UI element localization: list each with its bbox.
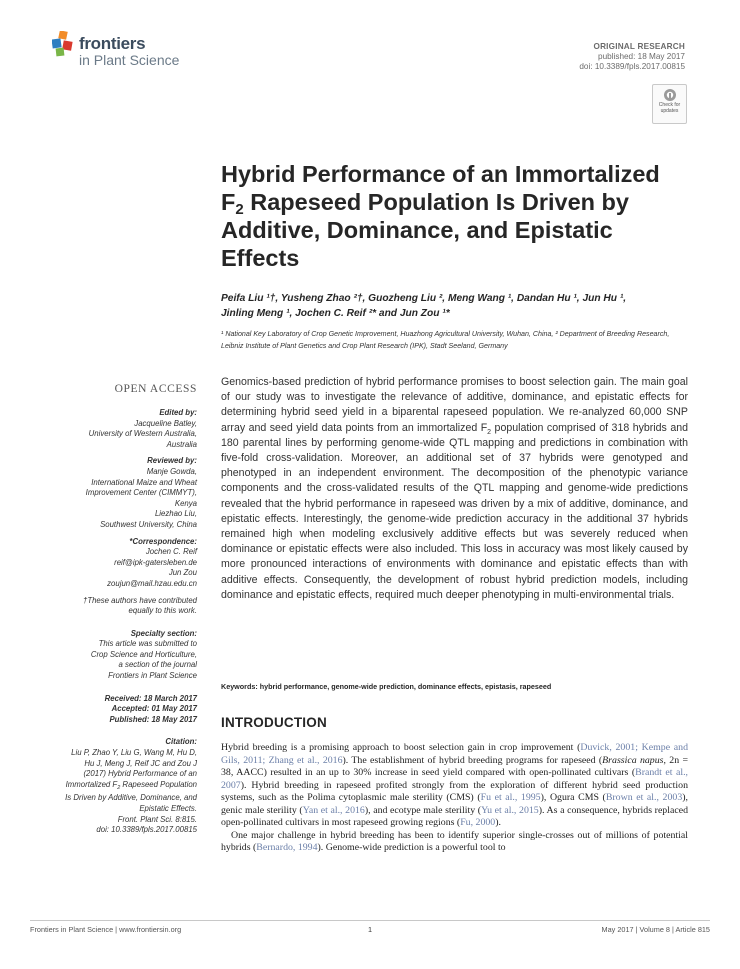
citation-link[interactable]: Yan et al., 2016 [302, 804, 365, 816]
citation-line: Epistatic Effects. [139, 804, 197, 813]
specialty-line: Frontiers in Plant Science [108, 671, 197, 681]
open-access-label: OPEN ACCESS [114, 383, 197, 395]
crossmark-icon [663, 88, 677, 102]
reviewer-line: Southwest University, China [100, 519, 197, 529]
edited-by-label: Edited by: [159, 408, 197, 417]
equal-contribution-note: equally to this work. [128, 606, 197, 616]
footer-issue-info: May 2017 | Volume 8 | Article 815 [601, 925, 710, 934]
reviewer-line: International Maize and Wheat [91, 477, 197, 487]
body-text-run: ), and ecotype male sterility ( [364, 804, 482, 816]
citation-link[interactable]: Fu, 2000 [460, 817, 496, 828]
abstract [221, 375, 688, 603]
citation-link[interactable]: Brandt et al., 2007 [221, 767, 689, 791]
received-date: Received: 18 March 2017 [104, 693, 197, 703]
author-line[interactable]: Jinling Meng ¹, Jochen C. Reif ²* and Jun Zou ¹* [221, 307, 450, 319]
body-text-run: ). As a consequence, hybrids replaced open-pollinated cultivars in most rapeseed growing regions ( [221, 804, 688, 828]
author-list [221, 292, 691, 321]
author-line[interactable]: Peifa Liu ¹†, Yusheng Zhao ²†, Guozheng Liu ², Meng Wang ¹, Dandan Hu ¹, Jun Hu ¹, [221, 293, 627, 304]
reviewer-line: Improvement Center (CIMMYT), [85, 488, 197, 498]
editor-line: University of Western Australia, [88, 429, 197, 439]
body-text-run: Hybrid breeding is a promising approach to boost selection gain in crop improvement ( [221, 742, 581, 753]
footer-journal-link[interactable]: Frontiers in Plant Science | www.frontiersin.org [30, 925, 182, 934]
editor-line[interactable]: Jacqueline Batley, [134, 418, 197, 428]
body-text-run: ). The establishment of hybrid breeding programs for rapeseed ( [342, 754, 603, 766]
journal-subtitle: in Plant Science [79, 52, 180, 68]
article-sidebar [40, 383, 197, 836]
citation-link[interactable]: Duvick, 2001; Kempe and Gils, 2011; Zhang et al., 2016 [221, 742, 688, 766]
article-type: ORIGINAL RESEARCH [593, 42, 685, 51]
page-number: 1 [368, 925, 373, 934]
correspondence-line: Jochen C. Reif [145, 547, 197, 557]
equal-contribution-note: †These authors have contributed [83, 595, 197, 605]
abstract-text: population comprised of 318 hybrids and 180 parental lines by performing genome-wide QTL mapping and predictions in combination with five-fold cross-validation. Moreover, an additional set of 37 hybrids were genotyped and phenotyped in an independent environment. The decomposition of the phenotypic variance components and the cross-validated results of the QTL mapping and genome-wide predictions revealed that the hybrid performance in rapeseed was driven by a mix of additive, dominance, and epistatic effects. Interestingly, the genome-wide prediction accuracy in the additional 37 hybrids remained high when modeling exclusively additive effects but was severely reduced when dominance or epistatic effects were also included. This loss in accuracy was most likely caused by more pronounced interactions of environments with dominance and epistatic effects than with additive effects. Consequently, the development of robust hybrid prediction models, including dominance and epistatic effects, required much deeper phenotyping in multi-environmental trials. [221, 421, 688, 601]
citation-link[interactable]: Bernardo, 1994 [256, 842, 318, 853]
citation-line: Liu P, Zhao Y, Liu G, Wang M, Hu D, [71, 748, 197, 758]
frontiers-logo-icon [52, 31, 76, 57]
reviewer-line[interactable]: Manje Gowda, [146, 466, 197, 476]
abstract-text: Genomics-based prediction of hybrid performance promises to boost selection gain. The main goal of our study was to investigate the relevance of additive, dominance, and epistatic effects for determining hybrid seed yield in a biparental rapeseed population. We re-analyzed 60,000 SNP array and seed yield data points from an immortalized F [221, 376, 688, 434]
title-part: Hybrid Performance of an Immortalized F [221, 161, 660, 215]
citation-title-part: Rapeseed Population [120, 779, 197, 789]
body-paragraph [221, 830, 688, 855]
specialty-line: This article was submitted to [98, 639, 197, 649]
affiliations: ¹ National Key Laboratory of Crop Genetic Improvement, Huazhong Agricultural University, Wuhan, China, ² Department of Breeding Research, Leibniz Institute of Plant Genetics and Crop Plant Research (IPK), Stadt Seeland, Germany [221, 330, 670, 350]
body-text-run: ), Ogura CMS ( [540, 792, 606, 803]
introduction-body [221, 742, 688, 855]
badge-label: Check for updates [658, 102, 681, 114]
citation-line: (2017) Hybrid Performance of an [83, 769, 197, 779]
correspondence-line: Jun Zou [168, 568, 197, 578]
accepted-date: Accepted: 01 May 2017 [111, 704, 197, 714]
editor-line: Australia [166, 439, 197, 449]
body-text-run: ). Hybrid breeding in rapeseed profited strongly from the exploration of different hybrid seed production systems, such as the Polima cytoplasmic male sterility (CMS) ( [221, 779, 688, 803]
footer-divider [30, 920, 710, 921]
body-text-run: One major challenge in hybrid breeding has been to identify superior single-crosses out of millions of potential hybrids ( [221, 829, 688, 853]
body-text-run: ), genic male sterility ( [221, 792, 688, 816]
specialty-line: Crop Science and Horticulture, [90, 649, 197, 659]
journal-brand: frontiers [79, 34, 146, 53]
body-text-run: ). Genome-wide prediction is a powerful tool to [317, 842, 506, 853]
specialty-line: a section of the journal [118, 660, 197, 670]
body-text-run: , 2n = 38, AACC) resulted in an up to 30% increase in seed yield compared with open-pollinated cultivars ( [221, 754, 688, 778]
keywords: Keywords: hybrid performance, genome-wide prediction, dominance effects, epistasis, rapeseed [221, 682, 552, 691]
citation-line: Front. Plant Sci. 8:815. [117, 814, 197, 824]
body-paragraph [221, 742, 688, 830]
correspondence-email[interactable]: zoujun@mail.hzau.edu.cn [107, 578, 197, 588]
citation-link[interactable]: Yu et al., 2015 [481, 804, 539, 816]
body-text-run: ). [495, 817, 501, 828]
citation-line: Is Driven by Additive, Dominance, and [65, 793, 197, 803]
citation-link[interactable]: Brown et al., 2003 [605, 792, 683, 803]
citation-link[interactable]: Fu et al., 1995 [480, 792, 541, 803]
citation-title-part: Immortalized F [65, 779, 118, 789]
citation-label: Citation: [165, 737, 197, 747]
check-for-updates-badge[interactable] [652, 84, 687, 124]
journal-logo[interactable] [52, 30, 212, 74]
published-date-sidebar: Published: 18 May 2017 [109, 714, 197, 724]
title-part: Rapeseed Population Is Driven by Additive, Dominance, and Epistatic Effects [221, 189, 629, 271]
correspondence-email[interactable]: reif@ipk-gatersleben.de [114, 557, 197, 567]
reviewer-line: Kenya [174, 498, 197, 508]
title-subscript: 2 [235, 201, 244, 218]
article-title [221, 160, 681, 272]
published-date: published: 18 May 2017 [598, 52, 685, 61]
reviewed-by-label: Reviewed by: [147, 456, 197, 466]
doi-link[interactable]: doi: 10.3389/fpls.2017.00815 [579, 62, 685, 71]
citation-subscript: 2 [117, 784, 121, 791]
correspondence-label: *Correspondence: [129, 536, 197, 546]
citation-doi[interactable]: doi: 10.3389/fpls.2017.00815 [96, 825, 197, 835]
citation-line [40, 780, 197, 794]
section-heading: INTRODUCTION [221, 715, 327, 730]
article-meta [579, 42, 685, 72]
species-name: Brassica napus [602, 754, 664, 766]
reviewer-line[interactable]: Liezhao Liu, [154, 509, 197, 519]
abstract-subscript: 2 [487, 428, 492, 436]
specialty-label: Specialty section: [130, 628, 197, 638]
citation-line: Hu J, Meng J, Reif JC and Zou J [84, 758, 197, 768]
